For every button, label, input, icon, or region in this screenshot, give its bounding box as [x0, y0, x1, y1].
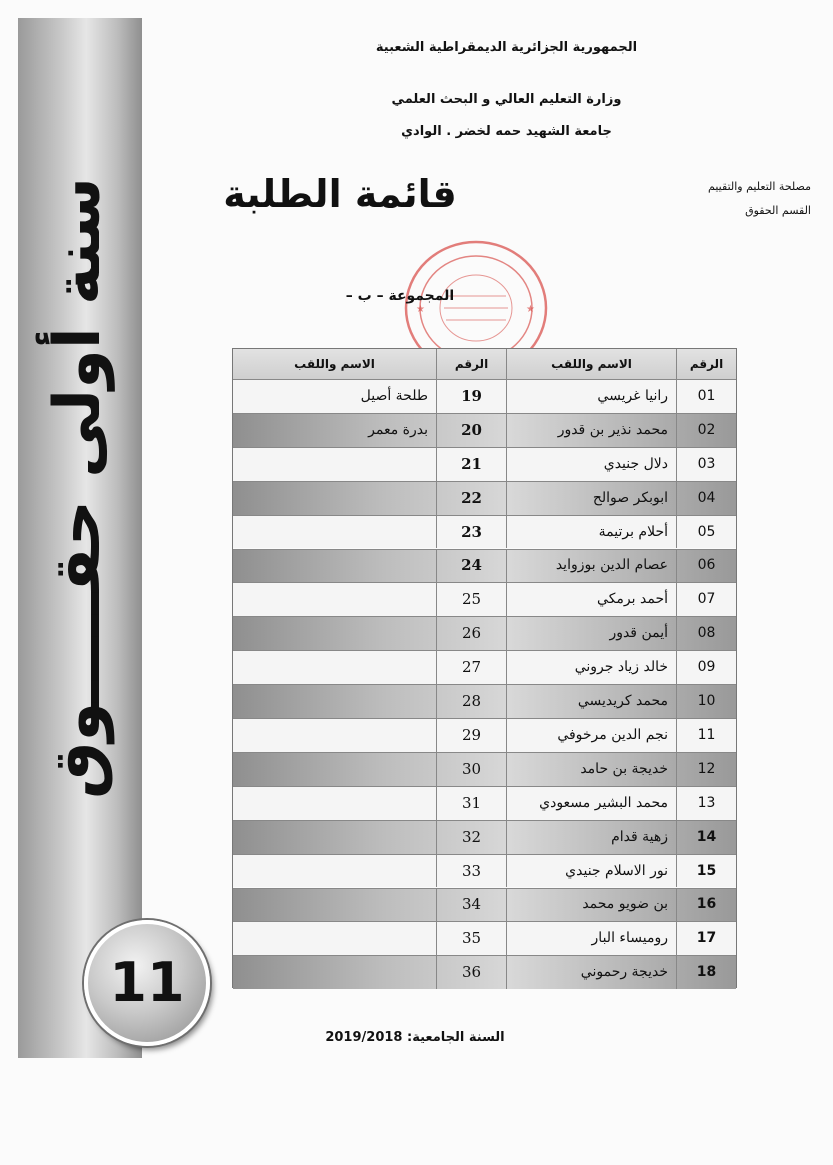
row-number-2: 23 — [436, 515, 506, 549]
row-number: 18 — [676, 955, 736, 989]
table-row — [233, 752, 736, 786]
student-name: عصام الدين بوزوايد — [506, 549, 676, 583]
header-name-2: الاسم واللقب — [294, 357, 375, 371]
service-note: مصلحة التعليم والتقييم — [708, 180, 811, 193]
table-row — [233, 684, 736, 718]
row-number: 04 — [676, 481, 736, 515]
student-name-2 — [233, 955, 436, 989]
side-bar — [18, 18, 142, 1058]
student-name-2 — [233, 718, 436, 752]
page-title: قائمة الطلبة — [223, 172, 457, 216]
student-name-2 — [233, 447, 436, 481]
row-number-2: 22 — [436, 481, 506, 515]
row-divider — [233, 888, 736, 889]
academic-year: السنة الجامعية: 2019/2018 — [325, 1030, 505, 1045]
row-number-2: 25 — [436, 582, 506, 616]
table-row — [233, 582, 736, 616]
row-number: 12 — [676, 752, 736, 786]
row-number-2: 30 — [436, 752, 506, 786]
table-row — [233, 786, 736, 820]
row-number: 10 — [676, 684, 736, 718]
row-divider — [233, 582, 736, 583]
student-name: نجم الدين مرخوفي — [506, 718, 676, 752]
row-divider — [233, 854, 736, 855]
row-number-2: 26 — [436, 616, 506, 650]
header-university: جامعة الشهيد حمه لخضر . الوادي — [401, 124, 612, 139]
student-name-2: بدرة معمر — [368, 421, 428, 438]
table-row — [233, 413, 736, 447]
student-name-2 — [233, 684, 436, 718]
header-ministry: وزارة التعليم العالي و البحث العلمي — [391, 92, 622, 107]
student-name-2: طلحة أصيل — [360, 387, 428, 404]
student-name-2 — [233, 582, 436, 616]
student-name: محمد البشير مسعودي — [506, 786, 676, 820]
student-name: أحلام برتيمة — [506, 515, 676, 549]
svg-text:★: ★ — [416, 304, 425, 315]
student-name: دلال جنيدي — [506, 447, 676, 481]
row-divider — [233, 481, 736, 482]
row-divider — [233, 447, 736, 448]
row-number-2: 27 — [436, 650, 506, 684]
table-row — [233, 650, 736, 684]
row-number-2: 20 — [436, 413, 506, 447]
row-number: 05 — [676, 515, 736, 549]
svg-text:★: ★ — [526, 304, 535, 315]
row-divider — [233, 684, 736, 685]
student-name: ابوبكر صوالح — [506, 481, 676, 515]
department-note: القسم الحقوق — [745, 204, 811, 217]
header-number: الرقم — [676, 349, 736, 379]
student-name-2 — [233, 921, 436, 955]
header-name: الاسم واللقب — [506, 349, 676, 379]
row-number: 16 — [676, 888, 736, 922]
row-divider — [233, 650, 736, 651]
row-number: 03 — [676, 447, 736, 481]
table-row — [233, 379, 736, 413]
row-number: 06 — [676, 549, 736, 583]
row-number: 15 — [676, 854, 736, 888]
header-republic: الجمهورية الجزائرية الديمقراطية الشعبية — [375, 40, 638, 55]
student-name-2 — [233, 820, 436, 854]
student-name: أيمن قدور — [506, 616, 676, 650]
student-table — [232, 348, 737, 988]
row-number-2: 32 — [436, 820, 506, 854]
student-name: نور الاسلام جنيدي — [506, 854, 676, 888]
table-row — [233, 549, 736, 583]
row-number: 09 — [676, 650, 736, 684]
row-number-2: 36 — [436, 955, 506, 989]
row-divider — [233, 413, 736, 414]
row-divider — [233, 820, 736, 821]
row-divider — [233, 549, 736, 550]
table-row — [233, 888, 736, 922]
row-number: 17 — [676, 921, 736, 955]
row-number: 14 — [676, 820, 736, 854]
table-row — [233, 921, 736, 955]
row-number: 07 — [676, 582, 736, 616]
row-divider — [233, 752, 736, 753]
badge-number: 11 — [109, 951, 185, 1014]
table-row — [233, 515, 736, 549]
row-divider — [233, 921, 736, 922]
row-number-2: 35 — [436, 921, 506, 955]
table-row — [233, 447, 736, 481]
row-number-2: 24 — [436, 549, 506, 583]
student-name: محمد نذير بن قدور — [506, 413, 676, 447]
student-name-2 — [233, 481, 436, 515]
level-badge — [84, 920, 210, 1046]
row-divider — [233, 786, 736, 787]
row-number-2: 34 — [436, 888, 506, 922]
row-divider — [233, 379, 736, 380]
row-number-2: 28 — [436, 684, 506, 718]
student-name: خديجة رحموني — [506, 955, 676, 989]
table-row — [233, 955, 736, 989]
student-name: زهية قدام — [506, 820, 676, 854]
row-number-2: 33 — [436, 854, 506, 888]
vertical-title — [18, 18, 142, 938]
student-name: خديجة بن حامد — [506, 752, 676, 786]
row-divider — [233, 718, 736, 719]
student-name-2 — [233, 752, 436, 786]
student-name-2 — [233, 888, 436, 922]
row-divider — [233, 616, 736, 617]
row-number: 13 — [676, 786, 736, 820]
row-divider — [233, 955, 736, 956]
table-header-row — [233, 349, 736, 379]
student-name-2 — [233, 515, 436, 549]
row-number: 08 — [676, 616, 736, 650]
student-name-2 — [233, 549, 436, 583]
row-number-2: 19 — [436, 379, 506, 413]
table-row — [233, 481, 736, 515]
row-number-2: 21 — [436, 447, 506, 481]
row-number-2: 29 — [436, 718, 506, 752]
header-number-2: الرقم — [436, 349, 506, 379]
row-divider — [233, 515, 736, 516]
row-number: 02 — [676, 413, 736, 447]
student-name: رانيا غريسي — [506, 379, 676, 413]
table-row — [233, 820, 736, 854]
student-name-2 — [233, 786, 436, 820]
student-name: أحمد برمكي — [506, 582, 676, 616]
group-label: المجموعة – ب – — [345, 288, 455, 304]
student-name-2 — [233, 854, 436, 888]
row-number: 01 — [676, 379, 736, 413]
student-name-2 — [233, 616, 436, 650]
row-number-2: 31 — [436, 786, 506, 820]
table-row — [233, 616, 736, 650]
student-name-2 — [233, 650, 436, 684]
row-number: 11 — [676, 718, 736, 752]
table-row — [233, 854, 736, 888]
vertical-title-text: سنة أولى حقـــــوق — [41, 177, 115, 799]
table-row — [233, 718, 736, 752]
student-name: بن ضويو محمد — [506, 888, 676, 922]
student-name: محمد كريديسي — [506, 684, 676, 718]
student-name: خالد زياد جروني — [506, 650, 676, 684]
student-name: روميساء البار — [506, 921, 676, 955]
